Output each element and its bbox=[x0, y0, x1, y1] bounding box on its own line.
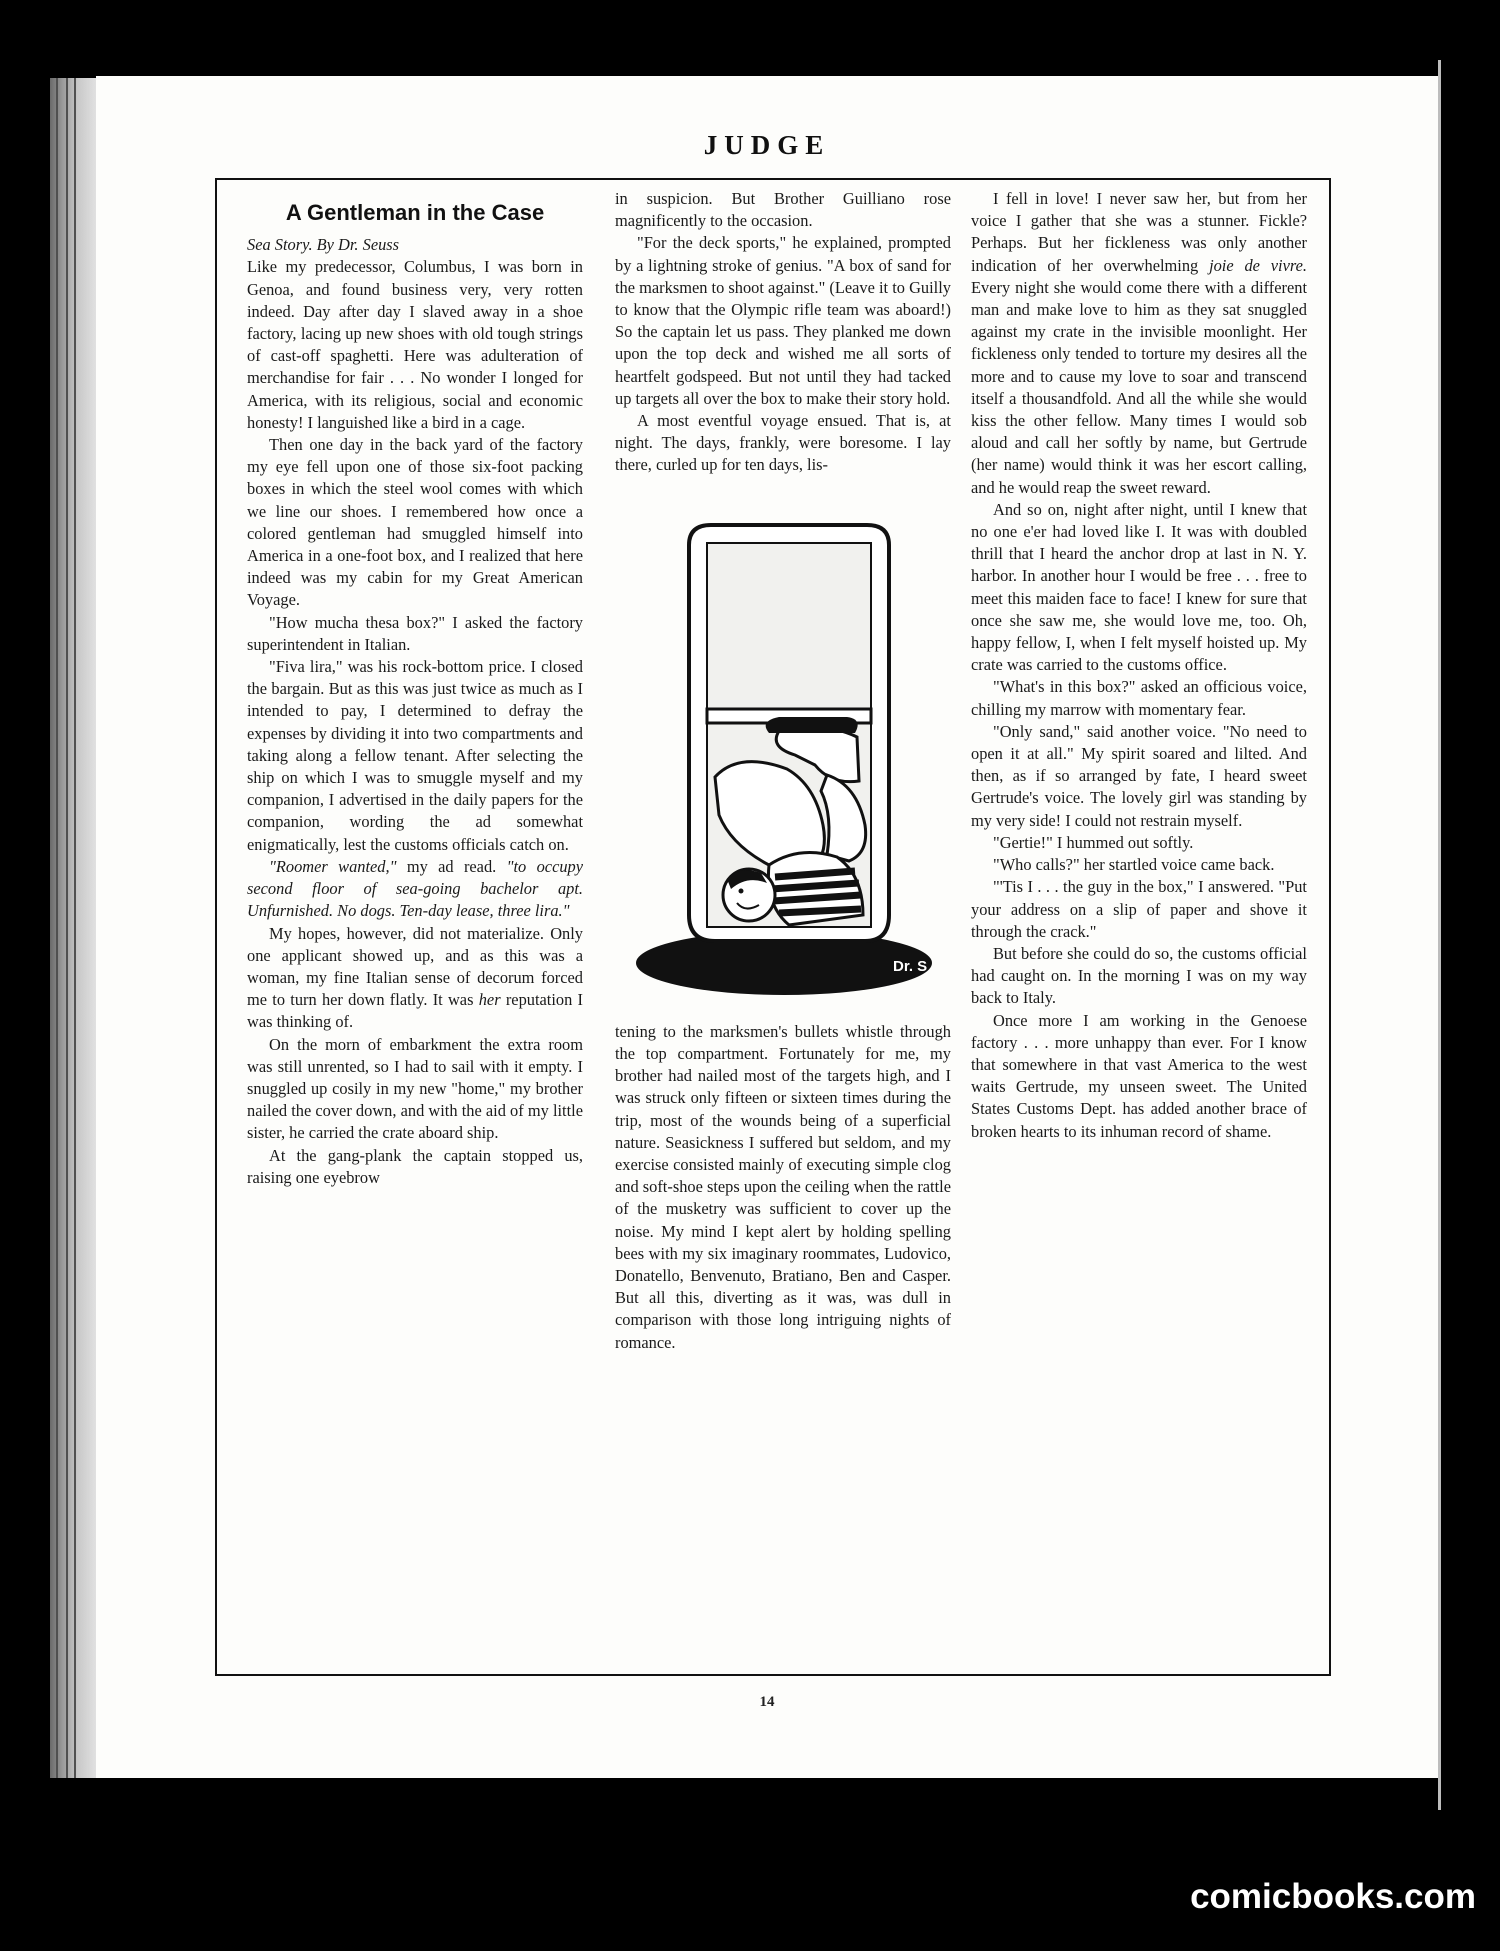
paragraph bbox=[247, 923, 583, 1034]
paragraph: "Gertie!" I hummed out softly. bbox=[993, 832, 1194, 852]
text-run: My hopes, however, did not materialize. Only one applicant showed up, and as this was a woman, my fine Italian sense of decorum forced me to turn her down flatly. It was bbox=[247, 923, 583, 1010]
article-frame bbox=[215, 178, 1331, 1676]
article-byline: Sea Story. By Dr. Seuss bbox=[247, 235, 400, 255]
page-edge bbox=[1438, 60, 1441, 1810]
paragraph: "Who calls?" her startled voice came back. bbox=[993, 855, 1275, 875]
ad-connector: my ad read. bbox=[396, 856, 507, 876]
article-column-2 bbox=[615, 188, 951, 1354]
paragraph: Like my predecessor, Columbus, I was born in Genoa, and found business very, very rotten indeed. Day after day I slaved away in a shoe factory, lacing up new shoes with old tough strings of cast-off spaghetti. Here was adulteration of merchandise for fair . . . No wonder I longed for America, with its religious, social and economic honesty! I languished like a bird in a cage. bbox=[247, 257, 583, 432]
paragraph: "Fiva lira," was his rock-bottom price. I closed the bargain. But as this was just twice as much as I intended to pay, I determined to defray the expenses by dividing it into two compartments and taking along a fellow tenant. After selecting the ship on which I was to smuggle myself and my companion, I advertised in the daily papers for the companion, wording the ad somewhat enigmatically, lest the customs officials catch on. bbox=[247, 657, 583, 854]
ad-text: "to occupy second floor of sea-going bachelor apt. Unfurnished. No dogs. Ten-day lease, three lira." bbox=[247, 856, 584, 921]
article-column-3 bbox=[971, 188, 1307, 1143]
paragraph: "Only sand," said another voice. "No need to open it at all." My spirit soared and lilted. And then, as if so arranged by fate, I heard sweet Gertrude's voice. The lovely girl was standing by my very side! I could not restrain myself. bbox=[971, 721, 1307, 830]
paragraph: in suspicion. But Brother Guilliano rose magnificently to the occasion. bbox=[615, 189, 951, 231]
paragraph: A most eventful voyage ensued. That is, at night. The days, frankly, were boresome. I lay there, curled up for ten days, lis- bbox=[615, 411, 951, 475]
page-number: 14 bbox=[759, 1694, 775, 1710]
paragraph bbox=[971, 188, 1307, 499]
man-eye bbox=[739, 888, 744, 893]
emphasis: joie de vivre. bbox=[1209, 255, 1307, 275]
text-run: I fell in love! I never saw her, but from her voice I gather that she was a stunner. Fickle? Perhaps. But her fickleness was only another indication of her overwhelming bbox=[971, 189, 1307, 275]
paragraph: "'Tis I . . . the guy in the box," I answered. "Put your address on a slip of paper and shove it through the crack." bbox=[971, 877, 1307, 941]
paragraph: And so on, night after night, until I knew that no one e'er had loved like I. It was with doubled thrill that I heard the anchor drop at last in N. Y. harbor. In another hour I would be free . . . free to meet this maiden face to face! I knew for sure that once she saw me, she would love me, too. Oh, happy fellow, I, when I felt myself hoisted up. My crate was carried to the customs office. bbox=[971, 499, 1307, 675]
man-shoes bbox=[766, 717, 858, 733]
paragraph: At the gang-plank the captain stopped us, raising one eyebrow bbox=[247, 1145, 583, 1187]
crate-illustration bbox=[619, 485, 949, 1005]
ad-lead: "Roomer wanted," bbox=[269, 856, 397, 876]
emphasis: her bbox=[478, 990, 501, 1010]
ad-paragraph bbox=[247, 856, 583, 923]
gutter-line bbox=[66, 78, 68, 1778]
site-watermark: comicbooks.com bbox=[1190, 1877, 1476, 1916]
paragraph: Then one day in the back yard of the factory my eye fell upon one of those six-foot packing boxes in which the steel wool comes with which we line our shoes. I remembered how once a colored gentleman had smuggled himself into America in a one-foot box, and I realized that here indeed was my cabin for my Great American Voyage. bbox=[247, 435, 583, 610]
article-title: A Gentleman in the Case bbox=[285, 200, 545, 225]
masthead: JUDGE bbox=[703, 130, 831, 160]
paragraph: "For the deck sports," he explained, prompted by a lightning stroke of genius. "A box of sand for the marksmen to shoot against." (Leave it to Guilly to know that the Olympic rifle team was aboard!) So the captain let us pass. They planked me down upon the top deck and wished me all sorts of heartfelt godspeed. But not until they had tacked up targets all over the box to make their story hold. bbox=[615, 233, 951, 408]
paragraph: "How mucha thesa box?" I asked the factory superintendent in Italian. bbox=[247, 612, 583, 654]
gutter-line bbox=[56, 78, 58, 1778]
paragraph: On the morn of embarkment the extra room was still unrented, so I had to sail with it empty. I snuggled up cosily in my new "home," my brother nailed the cover down, and with the aid of my little sister, he carried the crate aboard ship. bbox=[247, 1034, 583, 1143]
paragraph: tening to the marksmen's bullets whistle through the top compartment. Fortunately for me, my brother had nailed most of the targets high, and I was struck only fifteen or sixteen times during the trip, most of the wounds being of a superficial nature. Seasickness I suffered but seldom, and my exercise consisted mainly of executing simple clog and soft-shoe steps upon the ceiling when the rattle of the musketry was sufficient to cover up the noise. My mind I kept alert by holding spelling bees with my six imaginary roommates, Ludovico, Donatello, Benvenuto, Bratiano, Ben and Casper. But all this, diverting as it was, was dull in comparison with those long intriguing nights of romance. bbox=[615, 1021, 951, 1352]
text-run: reputation I was thinking of. bbox=[247, 990, 584, 1032]
artist-signature: Dr. S bbox=[893, 957, 928, 975]
paragraph: "What's in this box?" asked an officious voice, chilling my marrow with momentary fear. bbox=[971, 677, 1307, 719]
text-run: Every night she would come there with a different man and make love to him as they sat snuggled against my crate in the invisible moonlight. Her fickleness only tended to torture my desires all the more and to cause my love to soar and transcend itself a thousandfold. And all the while she would kiss the other fellow. Many times I would sob aloud and call her softly by name, but Gertrude (her name) would think it was her escort calling, and he would reap the sweet reward. bbox=[971, 277, 1307, 497]
article-column-1 bbox=[247, 188, 583, 1189]
paragraph: Once more I am working in the Genoese factory . . . more unhappy than ever. For I know that somewhere in that vast America to the west waits Gertrude, my unseen sweet. The United States Customs Dept. has added another brace of broken hearts to its inhuman record of shame. bbox=[971, 1010, 1307, 1141]
book-gutter bbox=[50, 78, 100, 1778]
magazine-page bbox=[96, 76, 1438, 1778]
paragraph: But before she could do so, the customs official had caught on. In the morning I was on my way back to Italy. bbox=[971, 943, 1307, 1008]
gutter-line bbox=[74, 78, 76, 1778]
